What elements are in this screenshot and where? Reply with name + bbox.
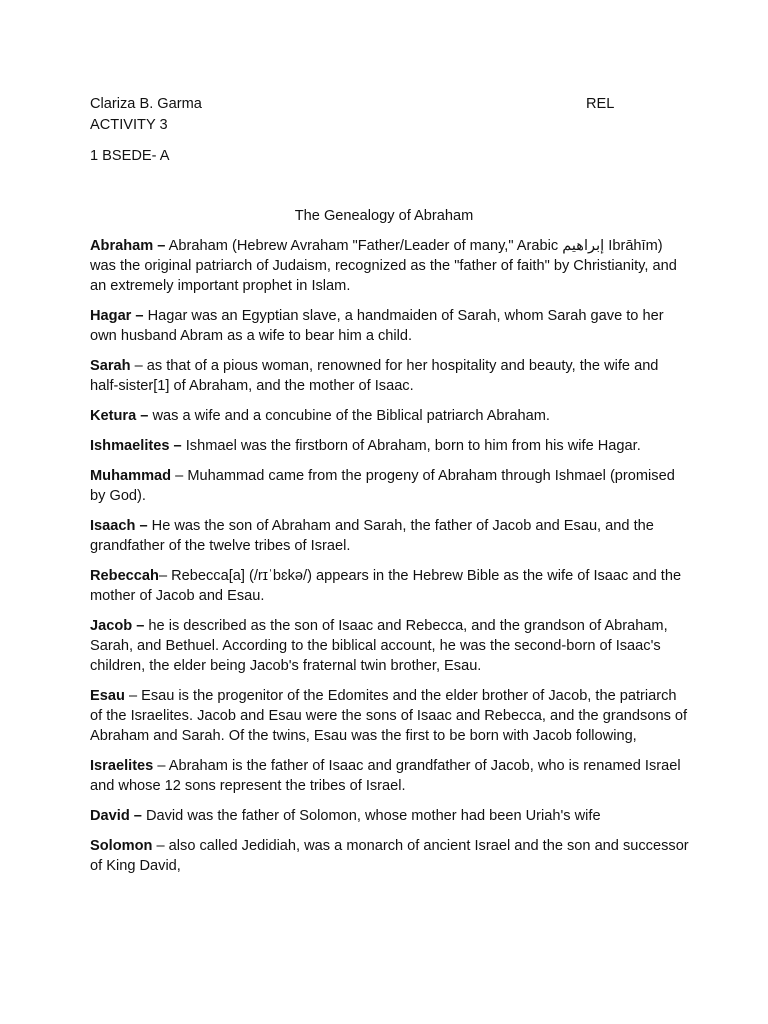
document-title: The Genealogy of Abraham [294, 208, 474, 224]
entry-solomon [90, 836, 690, 876]
entry-term: Rebeccah [90, 568, 159, 584]
entry-term: Jacob – [90, 618, 145, 634]
entry-term: Sarah [90, 358, 131, 374]
entry-esau [90, 686, 690, 746]
entry-ishmaelites [90, 436, 690, 456]
entry-david [90, 806, 690, 826]
entry-text: he is described as the son of Isaac and Rebecca, and the grandson of Abraham, Sarah, and Bethuel. According to the biblical account, he was the second-born of Isaac's children, the elder being Jacob's fraternal twin brother, Esau. [90, 618, 668, 674]
entry-jacob [90, 616, 690, 676]
entry-text: was a wife and a concubine of the Biblical patriarch Abraham. [148, 408, 550, 424]
entry-rebeccah [90, 566, 690, 606]
entry-text: – Abraham is the father of Isaac and grandfather of Jacob, who is renamed Israel and whose 12 sons represent the tribes of Israel. [90, 758, 681, 794]
entry-term: Israelites [90, 758, 154, 774]
entry-sarah [90, 356, 690, 396]
entry-text: – Muhammad came from the progeny of Abraham through Ishmael (promised by God). [90, 468, 675, 504]
entry-term: Ketura – [90, 408, 149, 424]
entry-text: – also called Jedidiah, was a monarch of ancient Israel and the son and successor of King David, [90, 838, 689, 874]
entry-hagar [90, 306, 690, 346]
entry-term: Muhammad [90, 468, 172, 484]
entry-text: – as that of a pious woman, renowned for her hospitality and beauty, the wife and half-sister[1] of Abraham, and the mother of Isaac. [90, 358, 659, 394]
entry-term: Ishmaelites – [90, 438, 182, 454]
entry-text: Ishmael was the firstborn of Abraham, born to him from his wife Hagar. [181, 438, 641, 454]
entry-term: David – [90, 808, 142, 824]
entry-abraham [90, 236, 690, 296]
entry-isaach [90, 516, 690, 556]
entry-ketura [90, 406, 690, 426]
entry-text: He was the son of Abraham and Sarah, the father of Jacob and Esau, and the grandfather of the twelve tribes of Israel. [90, 518, 654, 554]
entry-text: – Rebecca[a] (/rɪˈbɛkə/) appears in the Hebrew Bible as the wife of Isaac and the mother of Jacob and Esau. [90, 568, 682, 604]
course-code: REL [586, 96, 615, 112]
entry-term: Esau [90, 688, 125, 704]
entry-term: Isaach – [90, 518, 148, 534]
entry-text: – Esau is the progenitor of the Edomites and the elder brother of Jacob, the patriarch of the Israelites. Jacob and Esau were the sons of Isaac and Rebecca, and the grandsons of Abraham and Sarah. Of the twins, Esau was the first to be born with Jacob following, [90, 688, 688, 744]
genealogy-entries [90, 236, 690, 886]
student-name: Clariza B. Garma [90, 96, 202, 112]
entry-muhammad [90, 466, 690, 506]
entry-text: Hagar was an Egyptian slave, a handmaiden of Sarah, whom Sarah gave to her own husband Abram as a wife to bear him a child. [90, 308, 664, 344]
entry-text: David was the father of Solomon, whose mother had been Uriah's wife [141, 808, 601, 824]
entry-term: Solomon [90, 838, 153, 854]
entry-israelites [90, 756, 690, 796]
entry-term: Abraham – [90, 238, 166, 254]
activity-label: ACTIVITY 3 [90, 117, 168, 133]
entry-term: Hagar – [90, 308, 144, 324]
entry-text: Abraham (Hebrew Avraham "Father/Leader of many," Arabic إبراهيم Ibrāhīm) was the original patriarch of Judaism, recognized as the "father of faith" by Christianity, and an extremely important prophet in Islam. [90, 238, 677, 294]
section-label: 1 BSEDE- A [90, 148, 170, 164]
